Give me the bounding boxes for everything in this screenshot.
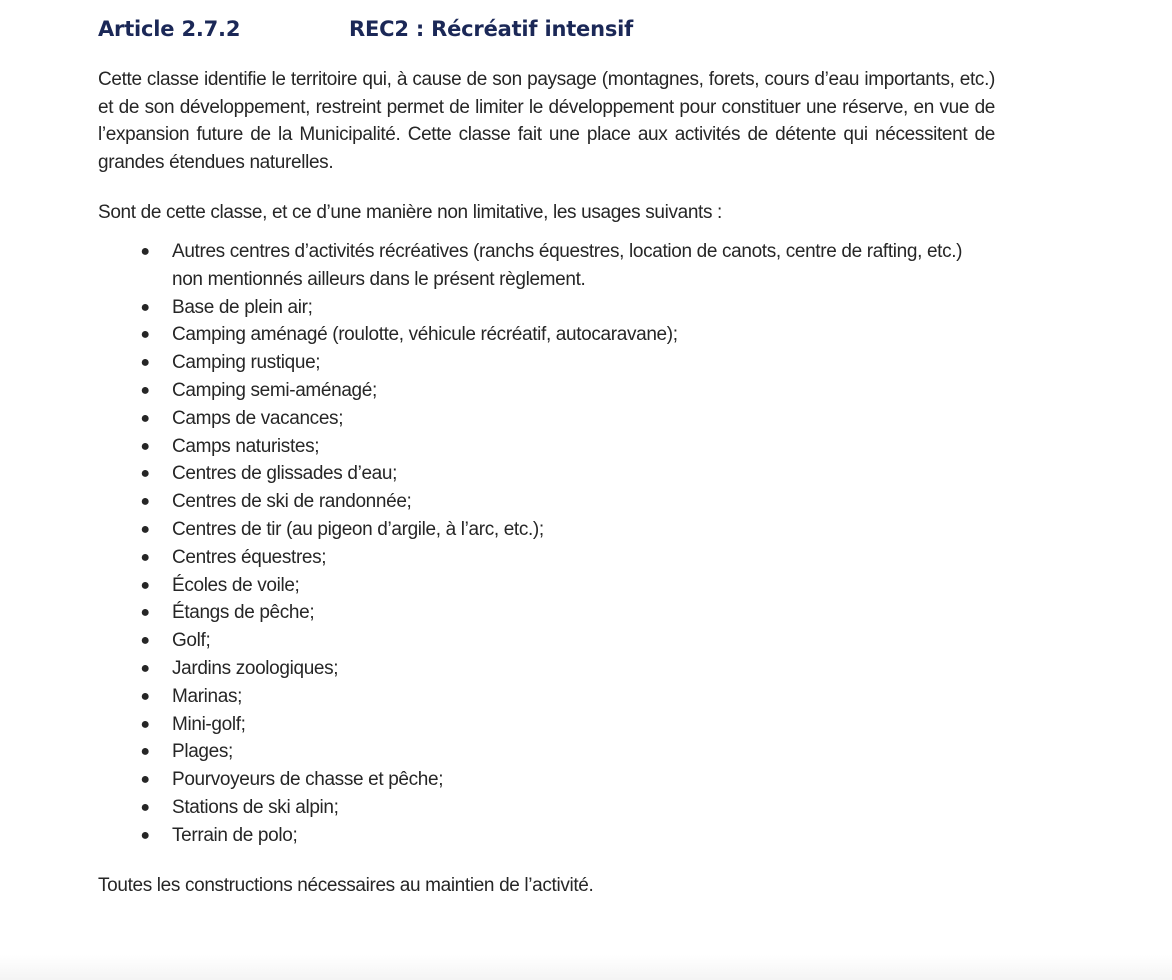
bullet-icon: ● — [140, 465, 150, 483]
list-item — [98, 349, 995, 377]
list-item-text: Centres équestres; — [172, 546, 327, 568]
list-item — [98, 627, 995, 655]
list-item — [98, 766, 995, 794]
list-item — [98, 683, 995, 711]
article-number: Article 2.7.2 — [98, 17, 241, 41]
list-item-text: Camps de vacances; — [172, 407, 344, 429]
list-item — [98, 572, 995, 600]
bullet-icon: ● — [140, 243, 150, 260]
list-item-text: Jardins zoologiques; — [172, 657, 339, 679]
list-item-text: Mini-golf; — [172, 713, 246, 735]
bullet-icon: ● — [140, 687, 150, 705]
article-title: REC2 : Récréatif intensif — [349, 17, 634, 41]
article-header — [98, 12, 998, 46]
bullet-icon: ● — [140, 493, 150, 511]
list-item-text: Camping aménagé (roulotte, véhicule récréatif, autocaravane); — [172, 324, 678, 346]
list-item-text: Base de plein air; — [172, 296, 313, 318]
bullet-icon: ● — [140, 632, 150, 650]
list-item-text: Camping semi-aménagé; — [172, 379, 377, 401]
bullet-icon: ● — [140, 798, 150, 816]
bullet-icon: ● — [140, 437, 150, 455]
list-item-text: Écoles de voile; — [172, 574, 300, 596]
list-item — [98, 544, 995, 572]
bullet-icon: ● — [140, 354, 150, 372]
list-item-text: Pourvoyeurs de chasse et pêche; — [172, 769, 444, 791]
list-item — [98, 738, 995, 766]
list-item-text: Camps naturistes; — [172, 435, 320, 457]
bullet-icon: ● — [140, 604, 150, 622]
list-item-text: Étangs de pêche; — [172, 602, 315, 624]
list-item-text: Stations de ski alpin; — [172, 796, 339, 818]
bullet-icon: ● — [140, 826, 150, 844]
list-item-text: Marinas; — [172, 685, 243, 707]
bullet-icon: ● — [140, 298, 150, 316]
list-item — [98, 516, 995, 544]
list-item — [98, 238, 995, 294]
bullet-icon: ● — [140, 715, 150, 733]
list-item-text: Golf; — [172, 630, 211, 652]
list-item-text: Terrain de polo; — [172, 824, 298, 846]
bullet-icon: ● — [140, 659, 150, 677]
bullet-icon: ● — [140, 743, 150, 761]
bullet-icon: ● — [140, 381, 150, 399]
list-item — [98, 294, 995, 322]
list-item — [98, 599, 995, 627]
bullet-icon: ● — [140, 409, 150, 427]
list-item — [98, 460, 995, 488]
bullet-icon: ● — [140, 520, 150, 538]
list-item-text: Centres de tir (au pigeon d’argile, à l’arc, etc.); — [172, 518, 544, 540]
list-item-text: Centres de glissades d’eau; — [172, 463, 398, 485]
usage-list — [98, 238, 995, 850]
list-item-text: Centres de ski de randonnée; — [172, 491, 412, 513]
list-item — [98, 794, 995, 822]
list-item — [98, 377, 995, 405]
list-item-text: Plages; — [172, 741, 233, 763]
list-item-text: Camping rustique; — [172, 352, 321, 374]
usages-lead-text: Sont de cette classe, et ce d’une manière non limitative, les usages suivants : — [98, 202, 722, 223]
list-item — [98, 321, 995, 349]
list-item — [98, 711, 995, 739]
list-item — [98, 405, 995, 433]
bullet-icon: ● — [140, 771, 150, 789]
bullet-icon: ● — [140, 326, 150, 344]
closing-text: Toutes les constructions nécessaires au maintien de l’activité. — [98, 875, 594, 896]
list-item — [98, 433, 995, 461]
list-item — [98, 655, 995, 683]
intro-paragraph: Cette classe identifie le territoire qui, à cause de son paysage (montagnes, forets, cours d’eau importants, etc.) et de son développement, restreint permet de limiter le développement pour constituer une réserve, en vue de l’expansion future de la Municipalité. Cette classe fait une place aux activités de détente qui nécessitent de grandes étendues naturelles. — [98, 69, 995, 173]
list-item — [98, 822, 995, 850]
intro-section — [98, 66, 995, 176]
bullet-icon: ● — [140, 576, 150, 594]
bullet-icon: ● — [140, 548, 150, 566]
list-item — [98, 488, 995, 516]
list-item-text: Autres centres d’activités récréatives (ranchs équestres, location de canots, centre de rafting, etc.) non mentionnés ailleurs dans le présent règlement. — [172, 241, 963, 290]
